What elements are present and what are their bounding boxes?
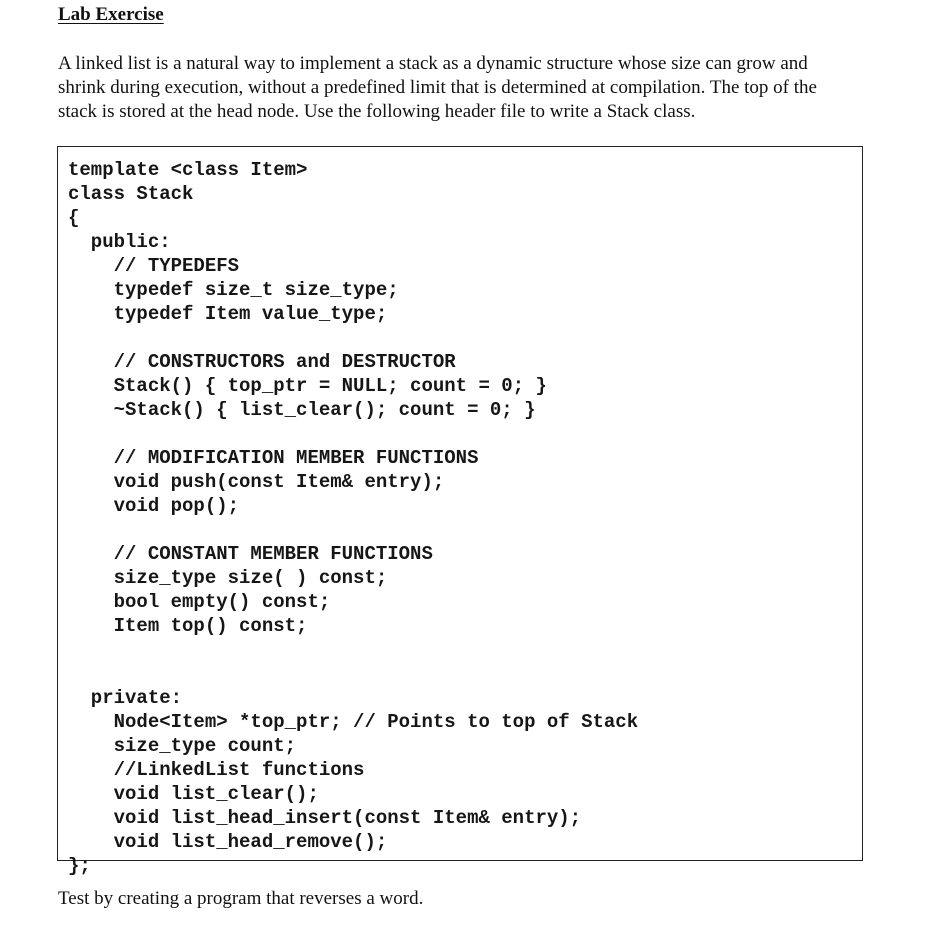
code-line: class Stack	[68, 183, 194, 205]
code-line: // MODIFICATION MEMBER FUNCTIONS	[68, 447, 479, 469]
page-heading: Lab Exercise	[58, 4, 164, 25]
code-line: typedef Item value_type;	[68, 303, 388, 325]
intro-line: shrink during execution, without a predefined limit that is determined at compilation. The top of the	[58, 77, 817, 98]
code-line: {	[68, 207, 80, 229]
code-line: void list_clear();	[68, 783, 319, 805]
code-line: Stack() { top_ptr = NULL; count = 0; }	[68, 375, 547, 397]
intro-paragraph	[58, 52, 858, 124]
code-line: void list_head_remove();	[68, 831, 388, 853]
code-line: ~Stack() { list_clear(); count = 0; }	[68, 399, 536, 421]
code-line	[68, 422, 638, 446]
code-line: size_type size( ) const;	[68, 567, 388, 589]
code-line	[68, 662, 638, 686]
code-line	[68, 518, 638, 542]
code-line: // TYPEDEFS	[68, 255, 240, 277]
code-line: public:	[68, 231, 171, 253]
code-line: bool empty() const;	[68, 591, 331, 613]
code-line: // CONSTRUCTORS and DESTRUCTOR	[68, 351, 456, 373]
code-line: size_type count;	[68, 735, 297, 757]
code-line: typedef size_t size_type;	[68, 279, 399, 301]
code-line: void pop();	[68, 495, 240, 517]
code-line	[68, 326, 638, 350]
code-line: Node<Item> *top_ptr; // Points to top of Stack	[68, 711, 639, 733]
code-line: void list_head_insert(const Item& entry);	[68, 807, 582, 829]
footer-instruction: Test by creating a program that reverses a word.	[58, 888, 424, 909]
intro-line: stack is stored at the head node. Use the following header file to write a Stack class.	[58, 101, 696, 122]
code-line: //LinkedList functions	[68, 759, 365, 781]
code-line: // CONSTANT MEMBER FUNCTIONS	[68, 543, 433, 565]
code-line: Item top() const;	[68, 615, 308, 637]
code-line: template <class Item>	[68, 159, 308, 181]
code-line: private:	[68, 687, 183, 709]
code-listing-box	[57, 146, 863, 877]
stack-header-code	[68, 158, 638, 878]
code-line: };	[68, 855, 91, 877]
code-line	[68, 638, 638, 662]
code-line: void push(const Item& entry);	[68, 471, 445, 493]
intro-line: A linked list is a natural way to implement a stack as a dynamic structure whose size can grow and	[58, 53, 808, 74]
